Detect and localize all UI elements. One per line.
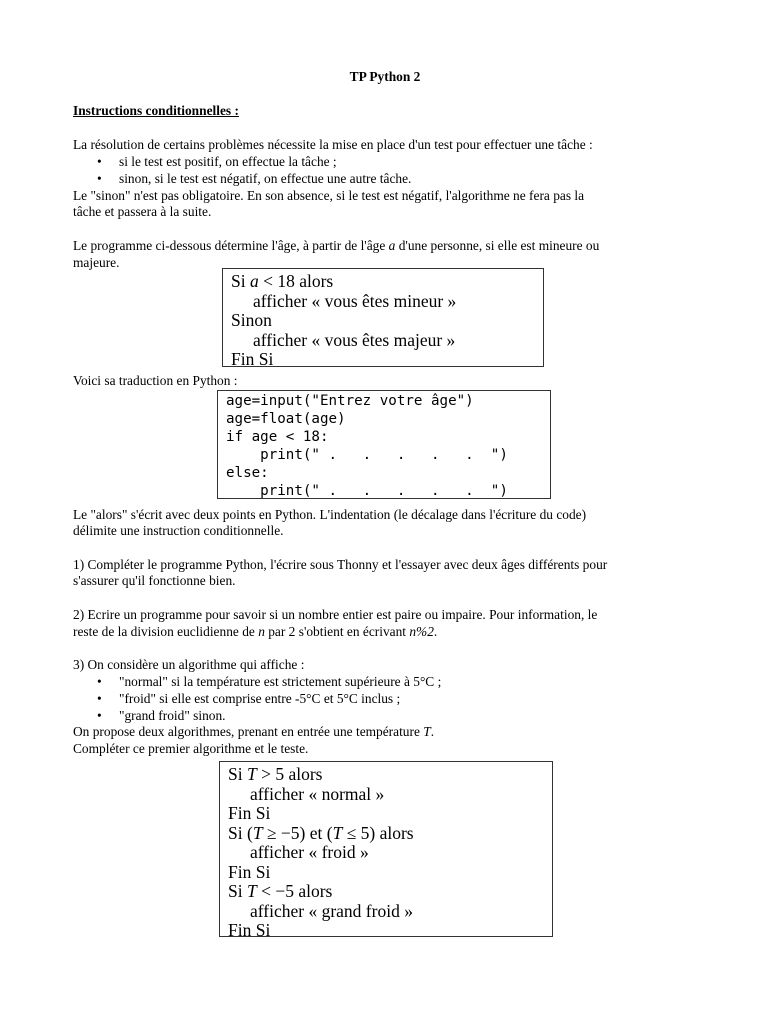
list-item-text: si le test est positif, on effectue la tâche ; <box>119 154 337 169</box>
section-title: Instructions conditionnelles : <box>73 103 239 118</box>
algo-line <box>228 824 544 844</box>
paragraph-line: Compléter ce premier algorithme et le teste. <box>73 741 309 756</box>
bullet-icon: • <box>97 674 102 689</box>
code-line: print(" . . . . . ") <box>226 447 508 463</box>
paragraph-line: Le "alors" s'écrit avec deux points en Python. L'indentation (le décalage dans l'écriture du code) <box>73 507 587 522</box>
text-span: Si <box>228 881 247 901</box>
question-1: 1) Compléter le programme Python, l'écrire sous Thonny et l'essayer avec deux âges différents pour <box>73 557 608 572</box>
paragraph-line: délimite une instruction conditionnelle. <box>73 523 284 538</box>
list-item-text: "normal" si la température est strictement supérieure à 5°C ; <box>119 674 442 689</box>
algo-line: Fin Si <box>228 861 271 882</box>
text-span: Le programme ci-dessous détermine l'âge, à partir de l'âge <box>73 238 389 253</box>
list-item-text: "froid" si elle est comprise entre -5°C et 5°C inclus ; <box>119 691 401 706</box>
text-span: < 18 alors <box>258 271 334 291</box>
algo-line <box>228 765 544 785</box>
variable: a <box>388 238 396 253</box>
text-span: ≤ 5) alors <box>342 822 414 843</box>
text-span: d'une personne, si elle est mineure ou <box>395 238 600 253</box>
variable: T <box>332 822 343 843</box>
code-line: age=float(age) <box>226 411 346 427</box>
text-span: par 2 s'obtient en écrivant <box>264 624 410 639</box>
paragraph-line: Le "sinon" n'est pas obligatoire. En son absence, si le test est négatif, l'algorithme ne fera pas la <box>73 188 585 203</box>
variable: T <box>246 881 257 901</box>
list-item-text: sinon, si le test est négatif, on effectue une autre tâche. <box>119 171 412 186</box>
algo-line: afficher « vous êtes majeur » <box>253 329 456 350</box>
question-2-cont <box>73 623 437 640</box>
algo-line: afficher « grand froid » <box>250 900 413 921</box>
text-span: . <box>430 724 435 739</box>
intro-paragraph: La résolution de certains problèmes nécessite la mise en place d'un test pour effectuer une tâche : <box>73 137 593 152</box>
variable: T <box>423 724 431 739</box>
variable: T <box>252 822 263 843</box>
algo-line: Fin Si <box>231 349 274 369</box>
code-line: age=input("Entrez votre âge") <box>226 393 474 409</box>
code-line: if age < 18: <box>226 429 329 445</box>
question-1-cont: s'assurer qu'il fonctionne bien. <box>73 573 236 588</box>
text-span: ≥ −5) et ( <box>262 822 333 843</box>
page-title: TP Python 2 <box>349 69 421 84</box>
translation-label: Voici sa traduction en Python : <box>73 373 238 388</box>
algo-line: afficher « vous êtes mineur » <box>253 290 457 311</box>
question-2: 2) Ecrire un programme pour savoir si un nombre entier est paire ou impaire. Pour information, le <box>73 607 598 622</box>
paragraph-line: tâche et passera à la suite. <box>73 204 212 219</box>
expression: n%2 <box>409 624 434 639</box>
text-span: On propose deux algorithmes, prenant en entrée une température <box>73 724 424 739</box>
list-item-text: "grand froid" sinon. <box>119 708 226 723</box>
paragraph-line: majeure. <box>73 255 120 270</box>
bullet-icon: • <box>97 154 102 169</box>
variable: a <box>249 271 259 291</box>
text-span: Si ( <box>228 822 253 843</box>
algo-line: afficher « froid » <box>250 842 369 862</box>
algo-line <box>228 882 544 902</box>
algo-line <box>231 272 535 292</box>
text-span: Si <box>231 271 250 291</box>
algorithm-box-age <box>222 268 544 367</box>
question-3: 3) On considère un algorithme qui affiche : <box>73 657 305 672</box>
algo-line: Fin Si <box>228 920 271 940</box>
variable: T <box>246 764 257 784</box>
text-span: . <box>433 624 438 639</box>
text-span: reste de la division euclidienne de <box>73 624 259 639</box>
text-span: < −5 alors <box>256 881 333 901</box>
code-line: print(" . . . . . ") <box>226 483 508 499</box>
bullet-icon: • <box>97 708 102 723</box>
algo-line: Sinon <box>231 310 272 330</box>
variable: n <box>258 624 265 639</box>
algorithm-box-temperature <box>219 761 553 940</box>
paragraph-line <box>73 723 434 740</box>
algo-line: Fin Si <box>228 803 271 823</box>
bullet-icon: • <box>97 171 102 186</box>
code-line: else: <box>226 465 269 481</box>
paragraph-line <box>73 237 599 254</box>
code-block <box>217 390 551 499</box>
algo-line: afficher « normal » <box>250 783 385 804</box>
bullet-icon: • <box>97 691 102 706</box>
text-span: Si <box>228 764 247 784</box>
text-span: > 5 alors <box>256 764 323 784</box>
